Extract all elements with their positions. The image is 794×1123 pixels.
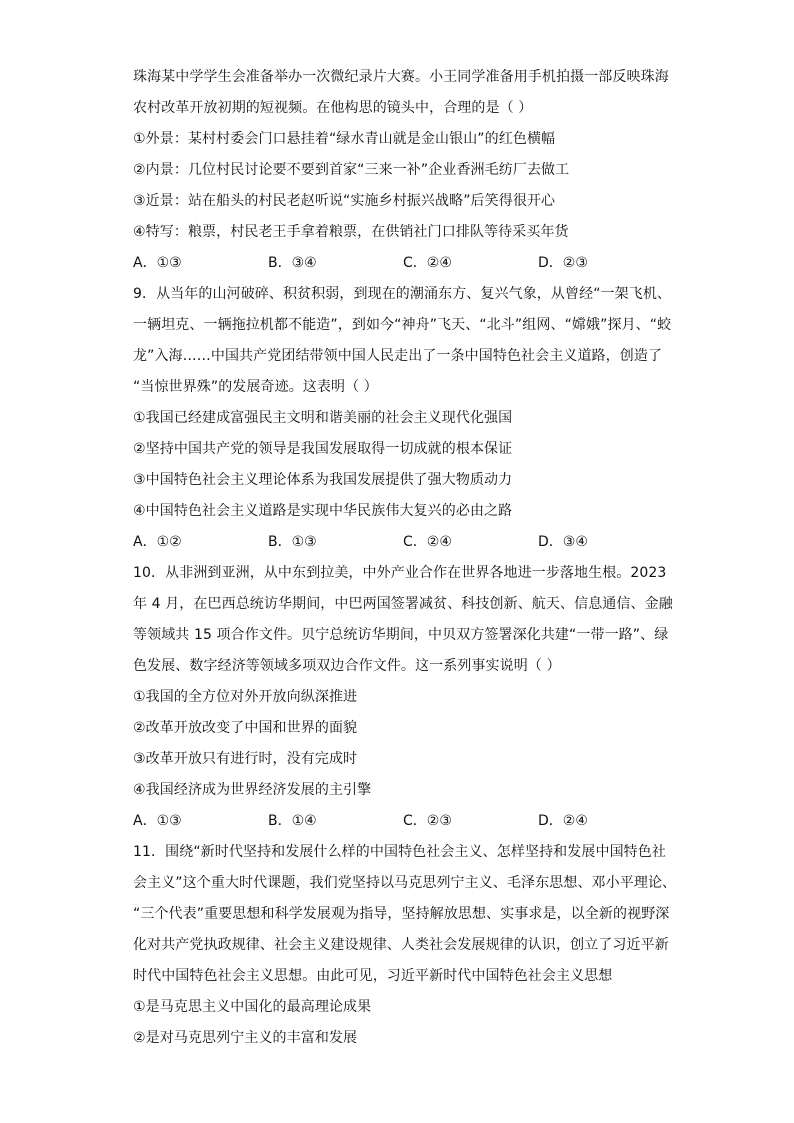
exam-content	[133, 62, 677, 1054]
question-stem-line: 珠海某中学学生会准备举办一次微纪录片大赛。小王同学准备用手机拍摄一部反映珠海	[133, 69, 669, 85]
statement-item: ②内景：几位村民讨论要不要到首家“三来一补”企业香洲毛纺厂去做工	[133, 162, 570, 178]
option-d: D．②③	[538, 255, 588, 271]
statement-item: ①是马克思主义中国化的最高理论成果	[133, 999, 372, 1015]
option-d: D．③④	[538, 534, 588, 550]
question-stem-line: 年 4 月，在巴西总统访华期间，中巴两国签署减贫、科技创新、航天、信息通信、金融	[133, 596, 673, 612]
statement-item: ④特写：粮票，村民老王手拿着粮票，在供销社门口排队等待采买年货	[133, 224, 569, 240]
statement-item: ②坚持中国共产党的领导是我国发展取得一切成就的根本保证	[133, 441, 513, 457]
question-stem-line: 龙”入海……中国共产党团结带领中国人民走出了一条中国特色社会主义道路，创造了	[133, 348, 663, 364]
option-b: B．③④	[268, 255, 317, 271]
question-stem-line: 9．从当年的山河破碎、积贫积弱，到现在的潮涌东方、复兴气象，从曾经“一架飞机、	[133, 286, 672, 302]
option-a: A．①③	[133, 255, 182, 271]
question-stem-line: 一辆坦克、一辆拖拉机都不能造”，到如今“神舟”飞天、“北斗”组网、“嫦娥”探月、“蛟	[133, 317, 672, 333]
question-9	[133, 279, 673, 558]
question-stem-line: 会主义”这个重大时代课题，我们党坚持以马克思列宁主义、毛泽东思想、邓小平理论、	[133, 875, 677, 891]
statement-item: ④我国经济成为世界经济发展的主引擎	[133, 782, 372, 798]
statement-item: ③近景：站在船头的村民老赵听说“实施乡村振兴战略”后笑得很开心	[133, 193, 556, 209]
question-stem-line: 时代中国特色社会主义思想。由此可见，习近平新时代中国特色社会主义思想	[133, 968, 613, 984]
statement-item: ②是对马克思列宁主义的丰富和发展	[133, 1030, 358, 1046]
question-stem-line: 农村改革开放初期的短视频。在他构思的镜头中，合理的是（ ）	[133, 100, 533, 116]
question-stem-line: 化对共产党执政规律、社会主义建设规律、人类社会发展规律的认识，创立了习近平新	[133, 937, 669, 953]
question-11	[133, 837, 677, 1054]
question-stem-line: 10．从非洲到亚洲，从中东到拉美，中外产业合作在世界各地进一步落地生根。2023	[133, 565, 667, 581]
question-stem-line: 色发展、数字经济等领域多项双边合作文件。这一系列事实说明（ ）	[133, 658, 561, 674]
answer-options	[133, 806, 673, 837]
question-stem-line: “三个代表”重要思想和科学发展观为指导，坚持解放思想、实事求是，以全新的视野深	[133, 906, 670, 922]
option-b: B．①③	[268, 534, 317, 550]
question-10	[133, 558, 673, 837]
answer-options	[133, 248, 673, 279]
question-stem-line: 11．围绕“新时代坚持和发展什么样的中国特色社会主义、怎样坚持和发展中国特色社	[133, 844, 666, 860]
question-stem-line: 等领域共 15 项合作文件。贝宁总统访华期间，中贝双方签署深化共建“一带一路”、绿	[133, 627, 669, 643]
answer-options	[133, 527, 673, 558]
option-a: A．①②	[133, 534, 182, 550]
statement-item: ③改革开放只有进行时，没有完成时	[133, 751, 358, 767]
option-a: A．①③	[133, 813, 182, 829]
option-d: D．②④	[538, 813, 588, 829]
statement-item: ①外景：某村村委会门口悬挂着“绿水青山就是金山银山”的红色横幅	[133, 131, 556, 147]
question-8	[133, 62, 673, 279]
option-c: C．②④	[403, 255, 452, 271]
option-b: B．①④	[268, 813, 317, 829]
statement-item: ①我国已经建成富强民主文明和谐美丽的社会主义现代化强国	[133, 410, 513, 426]
statement-item: ④中国特色社会主义道路是实现中华民族伟大复兴的必由之路	[133, 503, 513, 519]
option-c: C．②④	[403, 534, 452, 550]
statement-item: ③中国特色社会主义理论体系为我国发展提供了强大物质动力	[133, 472, 513, 488]
statement-item: ②改革开放改变了中国和世界的面貌	[133, 720, 358, 736]
option-c: C．②③	[403, 813, 452, 829]
statement-item: ①我国的全方位对外开放向纵深推进	[133, 689, 358, 705]
question-stem-line: “当惊世界殊”的发展奇迹。这表明（ ）	[133, 379, 378, 395]
